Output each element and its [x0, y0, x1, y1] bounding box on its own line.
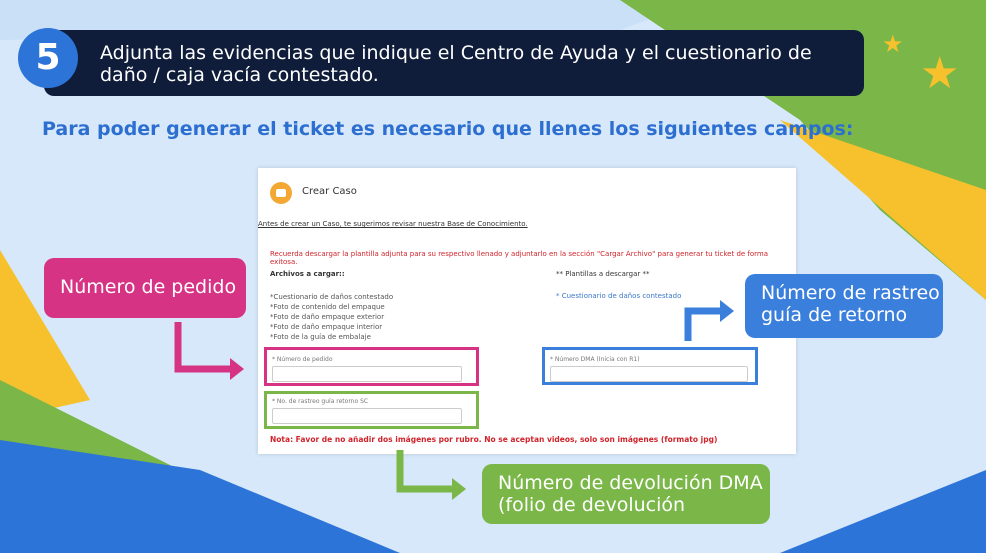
list-item: *Foto de contenido del empaque [270, 303, 385, 311]
star-icon: ★ [920, 48, 960, 99]
upload-note: Nota: Favor de no añadir dos imágenes por rubro. No se aceptan videos, solo son imágenes (formato jpg) [270, 435, 718, 444]
subtitle: Para poder generar el ticket es necesario que llenes los siguientes campos: [42, 118, 854, 140]
star-icon: ★ [882, 30, 904, 58]
template-reminder: Recuerda descargar la plantilla adjunta para su respectivo llenado y adjuntarlo en la sección "Cargar Archivo" para generar tu ticket de forma exitosa. [270, 250, 769, 266]
list-item: *Foto de daño empaque interior [270, 323, 383, 331]
step-number-badge: 5 [18, 28, 78, 88]
template-download-link[interactable]: * Cuestionario de daños contestado [556, 292, 682, 300]
tracking-number-callout: Número de rastreo guía de retorno [745, 274, 943, 338]
templates-title: ** Plantillas a descargar ** [556, 270, 650, 278]
tracking-number-label: * No. de rastreo guía retorno SC [272, 398, 369, 405]
list-item: *Foto de la guía de embalaje [270, 333, 371, 341]
dma-number-callout: Número de devolución DMA (folio de devolución [482, 464, 770, 524]
files-title: Archivos a cargar:: [270, 270, 345, 278]
order-number-callout: Número de pedido [44, 258, 246, 318]
list-item: *Cuestionario de daños contestado [270, 293, 394, 301]
list-item: *Foto de daño empaque exterior [270, 313, 385, 321]
knowledge-base-link[interactable]: Antes de crear un Caso, te sugerimos revisar nuestra Base de Conocimiento. [258, 220, 528, 228]
order-number-label: * Número de pedido [272, 356, 333, 363]
step-text: Adjunta las evidencias que indique el Centro de Ayuda y el cuestionario de daño / caja vacía contestado. [100, 42, 812, 86]
form-title: Crear Caso [302, 186, 357, 197]
dma-number-label: * Número DMA (Inicia con R1) [550, 356, 640, 363]
